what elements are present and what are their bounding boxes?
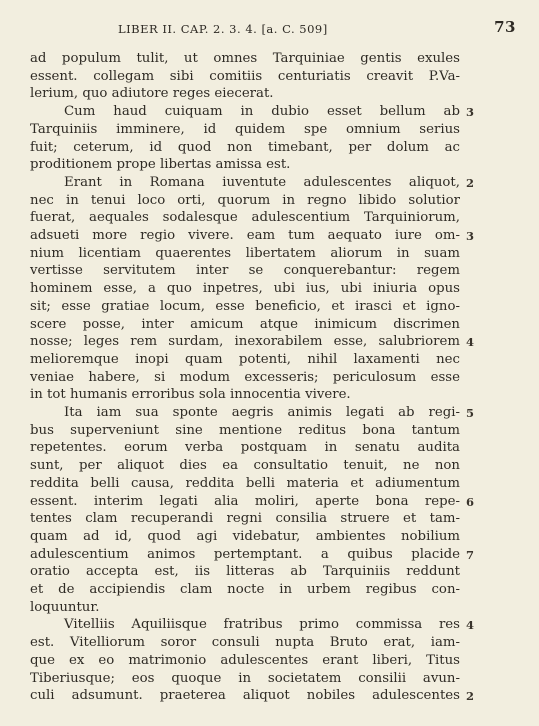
text-line: ad populum tulit, ut omnes Tarquiniae gentis exules [30,51,460,66]
text-line: nec in tenui loco orti, quorum in regno libido solutior [30,192,460,208]
section-number: 4 [466,335,475,350]
text-line: tentes clam recuperandi regni consilia struere et tam- [30,511,460,527]
text-line: fuit; ceterum, id quod non timebant, per dolum ac [30,139,460,155]
text-line: essent. interim legati alia moliri, aperte bona repe- [30,493,460,509]
section-number: 2 [466,689,475,704]
running-title: LIBER II. CAP. 2. 3. 4. [a. C. 509] [118,22,328,36]
text-line: Vitelliis Aquiliisque fratribus primo commissa res [64,617,460,633]
text-line: hominem esse, a quo inpetres, ubi ius, ubi iniuria opus [30,281,460,297]
text-line: in tot humanis erroribus sola innocentia vivere. [30,387,351,403]
text-line: proditionem prope libertas amissa est. [30,157,291,173]
text-line: adsueti more regio vivere. eam tum aequato iure om- [30,228,460,243]
text-line: vertisse servitutem inter se conquerebantur: regem [30,263,460,279]
section-number: 3 [466,105,475,120]
text-line: adulescentium animos pertemptant. a quibus placide [30,546,460,562]
text-line: reddita belli causa, reddita belli materia et adiumentum [30,475,460,491]
text-line: Tiberiusque; eos quoque in societatem consilii avun- [30,670,460,686]
section-number: 6 [466,494,475,509]
text-line: fuerat, aequales sodalesque adulescentium Tarquiniorum, [30,210,460,226]
text-line: Erant in Romana iuventute adulescentes aliquot, [64,174,460,190]
section-number: 4 [466,618,475,633]
text-line: lerium, quo adiutore reges eiecerat. [30,86,274,102]
text-line: nosse; leges rem surdam, inexorabilem esse, salubriorem [30,334,460,350]
text-line: bus superveniunt sine mentione reditus bona tantum [30,422,460,438]
section-number: 2 [466,175,475,190]
text-line: veniae habere, si modum excesseris; periculosum esse [30,369,460,385]
text-line: sit; esse gratiae locum, esse beneficio, et irasci et igno- [30,298,460,314]
text-line: que ex eo matrimonio adulescentes erant liberi, Titus [30,652,460,668]
text-line: melioremque inopi quam potenti, nihil laxamenti nec [30,351,460,367]
section-number: 3 [466,229,475,243]
text-line: scere posse, inter amicum atque inimicum discrimen [30,316,460,332]
page-number: 73 [494,18,516,36]
section-number: 7 [466,547,475,562]
text-line: est. Vitelliorum soror consuli nupta Bruto erat, iam- [30,635,460,651]
text-line: oratio accepta est, iis litteras ab Tarquiniis reddunt [30,564,460,580]
text-line: repetentes. eorum verba postquam in senatu audita [30,440,460,456]
text-line: culi adsumunt. praeterea aliquot nobiles adulescentes [30,688,460,704]
text-line: Tarquiniis imminere, id quidem spe omnium serius [30,121,460,137]
text-line: essent. collegam sibi comitiis centuriatis creavit P.Va- [30,68,460,84]
text-line: nium licentiam quaerentes libertatem aliorum in suam [30,245,460,261]
text-line: quam ad id, quod agi videbatur, ambientes nobilium [30,528,460,544]
text-line: Ita iam sua sponte aegris animis legati ab regi- [64,405,460,420]
text-line: Cum haud cuiquam in dubio esset bellum ab [64,104,460,120]
text-line: et de accipiendis clam nocte in urbem regibus con- [30,582,460,597]
text-line: loquuntur. [30,599,100,615]
text-line: sunt, per aliquot dies ea consultatio tenuit, ne non [30,458,460,474]
running-header [30,18,524,40]
section-number: 5 [466,406,475,420]
